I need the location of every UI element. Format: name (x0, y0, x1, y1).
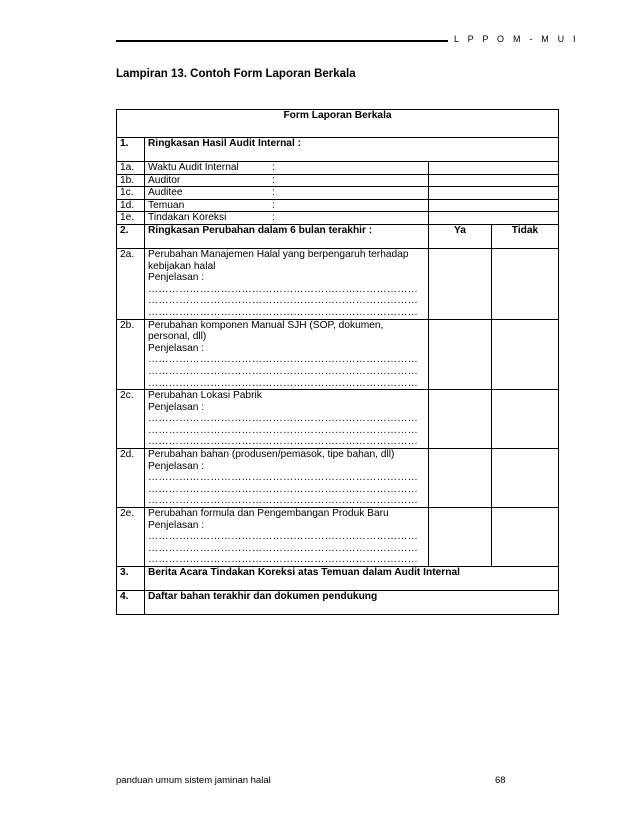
explanation-line[interactable]: …………………………………………………………………… (148, 531, 419, 543)
item-number: 2b. (117, 319, 145, 390)
section-4-row (117, 591, 559, 615)
header-brand: L P P O M - M U I (454, 34, 579, 44)
section-number: 3. (117, 567, 145, 591)
explanation-line[interactable]: …………………………………………………………………… (148, 354, 419, 366)
table-row (117, 174, 559, 187)
explanation-line[interactable]: …………………………………………………………………… (148, 295, 419, 307)
change-title: Perubahan bahan (produsen/pemasok, tipe bahan, dll) (148, 449, 395, 461)
item-number: 2e. (117, 508, 145, 567)
item-number: 1d. (117, 199, 145, 212)
item-colon: : (272, 162, 275, 173)
ya-cell[interactable] (429, 508, 492, 567)
explanation-label: Penjelasan : (148, 272, 205, 284)
table-row (117, 187, 559, 200)
explanation-line[interactable]: …………………………………………………………………… (148, 283, 419, 295)
item-colon: : (272, 212, 275, 224)
table-row (117, 508, 559, 567)
item-label: Auditee (148, 187, 183, 199)
table-row (117, 390, 559, 449)
tidak-cell[interactable] (492, 508, 559, 567)
item-number: 1e. (117, 212, 145, 225)
page-number: 68 (495, 775, 506, 786)
table-row (117, 248, 559, 319)
section-number: 4. (117, 591, 145, 615)
ya-cell[interactable] (429, 248, 492, 319)
column-tidak: Tidak (492, 224, 559, 248)
header-rule (116, 40, 448, 42)
change-title: Perubahan komponen Manual SJH (SOP, dokumen, personal, dll) (148, 319, 384, 343)
tidak-cell[interactable] (492, 319, 559, 390)
explanation-line[interactable]: …………………………………………………………………… (148, 413, 419, 425)
form-heading: Form Laporan Berkala (117, 110, 559, 138)
item-value-field[interactable] (429, 162, 559, 175)
item-colon: : (272, 174, 275, 186)
ya-cell[interactable] (429, 449, 492, 508)
item-label: Auditor (148, 174, 181, 186)
section-number: 2. (117, 224, 145, 248)
table-row (117, 199, 559, 212)
explanation-line[interactable]: …………………………………………………………………… (148, 542, 419, 554)
section-label: Berita Acara Tindakan Koreksi atas Temuan dalam Audit Internal (145, 567, 559, 591)
explanation-line[interactable]: …………………………………………………………………… (148, 472, 419, 484)
table-row (117, 212, 559, 225)
item-number: 2c. (117, 390, 145, 449)
item-number: 1a. (117, 162, 145, 175)
item-number: 1b. (117, 174, 145, 187)
explanation-label: Penjelasan : (148, 401, 205, 413)
page-title: Lampiran 13. Contoh Form Laporan Berkala (116, 68, 356, 80)
section-label: Daftar bahan terakhir dan dokumen pendukung (145, 591, 559, 615)
change-title: Perubahan Manajemen Halal yang berpengaruh terhadap kebijakan halal (148, 248, 409, 272)
explanation-line[interactable]: …………………………………………………………………… (148, 377, 419, 389)
footer-title: panduan umum sistem jaminan halal (116, 775, 271, 786)
item-label: Waktu Audit Internal (148, 162, 239, 173)
form-heading-row (117, 110, 559, 138)
item-colon: : (272, 199, 275, 211)
explanation-label: Penjelasan : (148, 519, 205, 531)
explanation-line[interactable]: …………………………………………………………………… (148, 424, 419, 436)
item-number: 1c. (117, 187, 145, 200)
section-number: 1. (117, 138, 145, 162)
table-row (117, 449, 559, 508)
explanation-label: Penjelasan : (148, 342, 205, 354)
explanation-line[interactable]: …………………………………………………………………… (148, 495, 419, 507)
report-form-table (116, 109, 559, 615)
item-label: Tindakan Koreksi (148, 212, 227, 224)
explanation-line[interactable]: …………………………………………………………………… (148, 436, 419, 448)
section-3-row (117, 567, 559, 591)
tidak-cell[interactable] (492, 248, 559, 319)
explanation-line[interactable]: …………………………………………………………………… (148, 483, 419, 495)
item-value-field[interactable] (429, 187, 559, 200)
item-colon: : (272, 187, 275, 199)
column-ya: Ya (429, 224, 492, 248)
section-label: Ringkasan Perubahan dalam 6 bulan terakhir : (145, 224, 429, 248)
item-value-field[interactable] (429, 199, 559, 212)
section-1-row (117, 138, 559, 162)
explanation-line[interactable]: …………………………………………………………………… (148, 365, 419, 377)
ya-cell[interactable] (429, 319, 492, 390)
explanation-label: Penjelasan : (148, 460, 205, 472)
explanation-line[interactable]: …………………………………………………………………… (148, 306, 419, 318)
item-value-field[interactable] (429, 212, 559, 225)
item-number: 2a. (117, 248, 145, 319)
change-title: Perubahan formula dan Pengembangan Produk Baru (148, 508, 389, 520)
table-row (117, 319, 559, 390)
item-label: Temuan (148, 199, 185, 211)
item-value-field[interactable] (429, 174, 559, 187)
explanation-line[interactable]: …………………………………………………………………… (148, 554, 419, 566)
section-label: Ringkasan Hasil Audit Internal : (145, 138, 559, 162)
section-2-row (117, 224, 559, 248)
ya-cell[interactable] (429, 390, 492, 449)
table-row (117, 162, 559, 175)
item-number: 2d. (117, 449, 145, 508)
tidak-cell[interactable] (492, 449, 559, 508)
tidak-cell[interactable] (492, 390, 559, 449)
change-title: Perubahan Lokasi Pabrik (148, 390, 262, 402)
